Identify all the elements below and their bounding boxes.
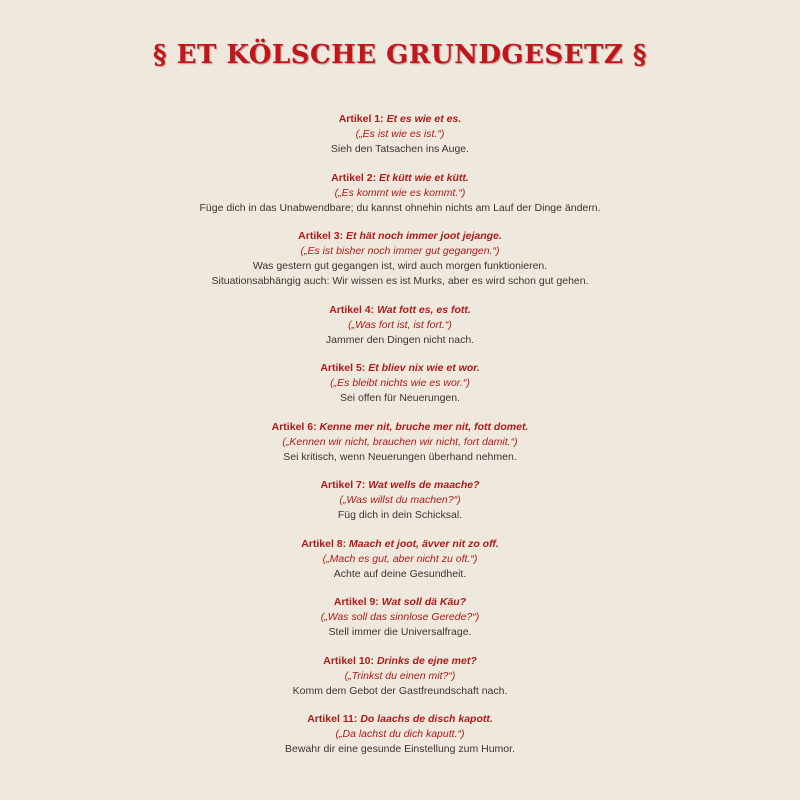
article-meaning: Sei kritisch, wenn Neuerungen überhand nehmen. — [283, 450, 517, 463]
article-dialect-saying: Wat fott es, es fott. — [377, 303, 471, 316]
article-dialect-saying: Kenne mer nit, bruche mer nit, fott domet. — [319, 420, 529, 433]
article-heading — [0, 361, 800, 376]
article-meaning: Komm dem Gebot der Gastfreundschaft nach. — [292, 684, 508, 697]
article-dialect-saying: Drinks de ejne met? — [376, 654, 477, 667]
article-dialect-saying: Maach et joot, ävver nit zo off. — [349, 537, 499, 550]
article-label: Artikel 9: — [333, 596, 379, 608]
article-dialect-saying: Do laachs de disch kapott. — [360, 713, 493, 725]
article-translation: („Was soll das sinnlose Gerede?“) — [320, 611, 480, 623]
article-6 — [0, 420, 800, 479]
article-translation: („Kennen wir nicht, brauchen wir nicht, fort damit.“) — [282, 435, 518, 448]
article-heading — [0, 537, 800, 552]
article-translation: („Trinkst du einen mit?“) — [344, 669, 456, 682]
article-4 — [0, 303, 800, 362]
article-label: Artikel 7: — [320, 479, 366, 491]
article-meaning: Füg dich in dein Schicksal. — [337, 509, 463, 521]
article-translation: („Es bleibt nichts wie es wor.“) — [330, 377, 470, 389]
article-heading — [0, 712, 800, 727]
article-heading — [0, 654, 800, 669]
article-10 — [0, 654, 800, 713]
article-heading — [0, 171, 800, 186]
article-meaning: Situationsabhängig auch: Wir wissen es ist Murks, aber es wird schon gut gehen. — [211, 275, 589, 287]
article-label: Artikel 10: — [323, 654, 375, 667]
article-3 — [0, 229, 800, 303]
article-translation: („Mach es gut, aber nicht zu oft.“) — [322, 552, 478, 565]
page-title: § ET KÖLSCHE GRUNDGESETZ § — [153, 40, 647, 70]
article-dialect-saying: Et bliev nix wie et wor. — [368, 362, 480, 374]
article-11 — [0, 712, 800, 771]
article-meaning: Was gestern gut gegangen ist, wird auch morgen funktionieren. — [252, 260, 548, 272]
article-9 — [0, 595, 800, 654]
article-meaning: Stell immer die Universalfrage. — [328, 626, 472, 638]
article-dialect-saying: Et hät noch immer joot jejange. — [346, 230, 502, 242]
article-dialect-saying: Wat wells de maache? — [368, 479, 480, 491]
article-label: Artikel 2: — [331, 171, 377, 184]
article-2 — [0, 171, 800, 230]
article-label: Artikel 3: — [298, 230, 344, 242]
article-meaning: Sei offen für Neuerungen. — [339, 392, 461, 404]
article-label: Artikel 5: — [320, 362, 366, 374]
article-dialect-saying: Et es wie et es. — [386, 113, 462, 125]
article-meaning: Achte auf deine Gesundheit. — [333, 567, 467, 580]
article-list — [0, 112, 800, 771]
article-meaning: Jammer den Dingen nicht nach. — [325, 333, 475, 346]
article-label: Artikel 6: — [271, 420, 317, 433]
article-heading — [0, 112, 800, 127]
article-meaning: Sieh den Tatsachen ins Auge. — [330, 143, 470, 155]
article-label: Artikel 1: — [338, 113, 384, 125]
article-heading — [0, 595, 800, 610]
article-translation: („Da lachst du dich kaputt.“) — [335, 728, 465, 740]
article-translation: („Was willst du machen?“) — [339, 494, 461, 506]
article-translation: („Was fort ist, ist fort.“) — [348, 318, 452, 331]
article-meaning: Füge dich in das Unabwendbare; du kannst ohnehin nichts am Lauf der Dinge ändern. — [199, 201, 601, 214]
article-meaning: Bewahr dir eine gesunde Einstellung zum Humor. — [285, 743, 515, 755]
article-translation: („Es ist bisher noch immer gut gegangen.“) — [300, 245, 500, 257]
article-label: Artikel 8: — [301, 537, 347, 550]
article-5 — [0, 361, 800, 420]
article-1 — [0, 112, 800, 171]
article-dialect-saying: Et kütt wie et kütt. — [379, 171, 469, 184]
article-7 — [0, 478, 800, 537]
article-label: Artikel 4: — [329, 303, 375, 316]
article-label: Artikel 11: — [307, 713, 358, 725]
article-heading — [0, 229, 800, 244]
article-translation: („Es kommt wie es kommt.“) — [334, 186, 466, 199]
article-heading — [0, 303, 800, 318]
article-heading — [0, 478, 800, 493]
article-dialect-saying: Wat soll dä Käu? — [381, 596, 467, 608]
article-8 — [0, 537, 800, 596]
article-heading — [0, 420, 800, 435]
article-translation: („Es ist wie es ist.“) — [355, 128, 445, 140]
